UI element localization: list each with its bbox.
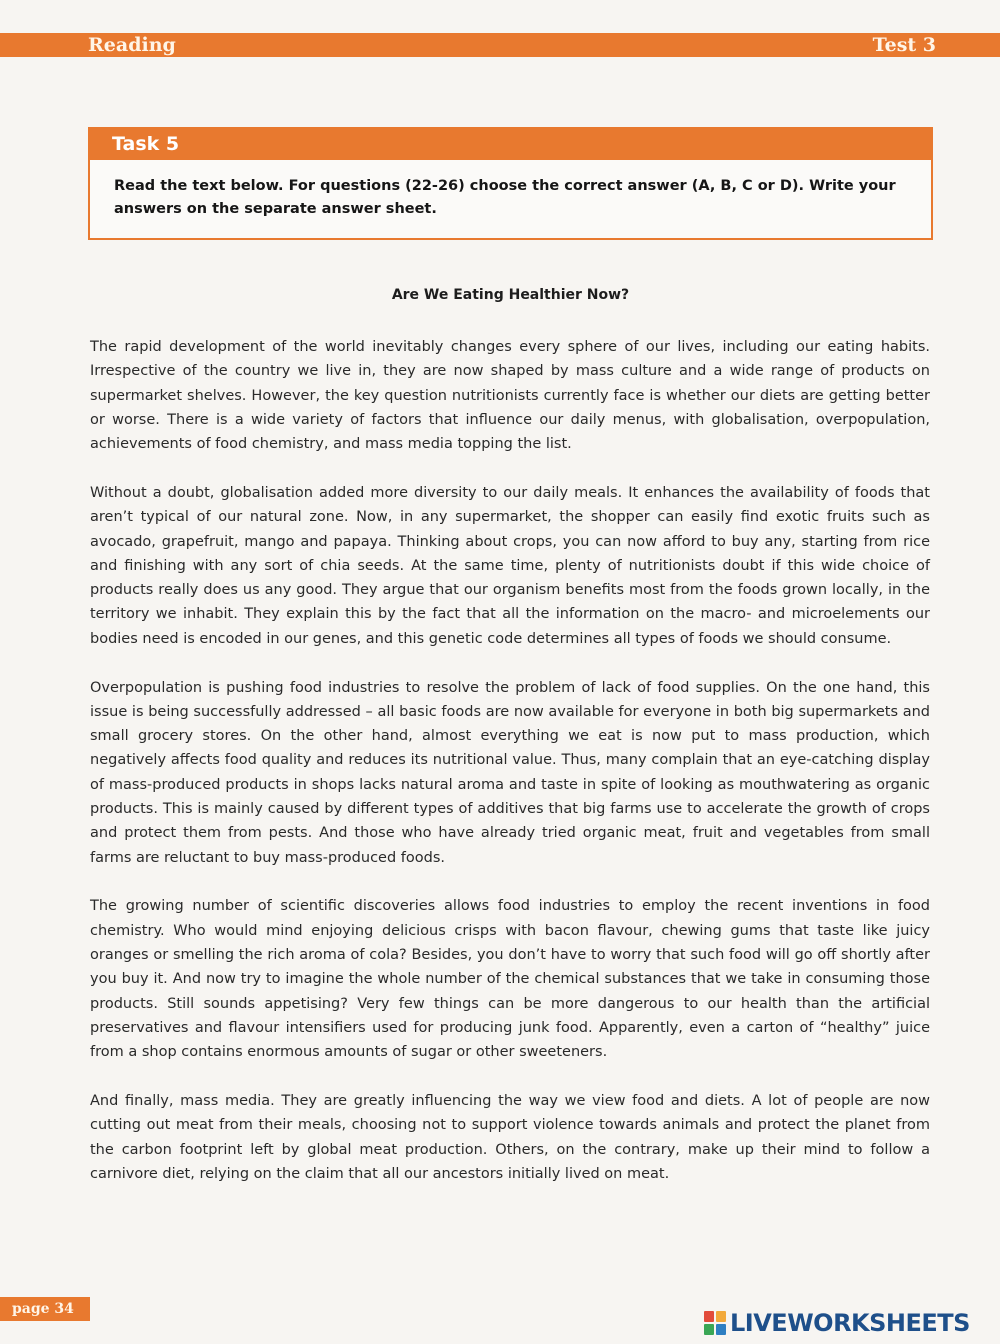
logo-square bbox=[716, 1324, 726, 1335]
brand-name: LIVEWORKSHEETS bbox=[730, 1309, 970, 1337]
liveworksheets-brand[interactable] bbox=[704, 1308, 970, 1338]
article-title: Are We Eating Healthier Now? bbox=[391, 287, 630, 303]
logo-square bbox=[716, 1311, 726, 1322]
task-title: Task 5 bbox=[90, 129, 931, 160]
task-instruction: Read the text below. For questions (22-26) choose the correct answer (A, B, C or D). Write your answers on the separate answer sheet. bbox=[114, 178, 896, 217]
logo-square bbox=[704, 1311, 714, 1322]
article-paragraph: Overpopulation is pushing food industries to resolve the problem of lack of food supplies. On the one hand, this issue is being successfully addressed – all basic foods are now available for everyone in both big supermarkets and small grocery stores. On the other hand, almost everything we eat is now put to mass production, which negatively affects food quality and reduces its nutritional value. Thus, many complain that an eye-catching display of mass-produced products in shops lacks natural aroma and taste in spite of looking as mouthwatering as organic products. This is mainly caused by different types of additives that big farms use to accelerate the growth of crops and protect them from pests. And those who have already tried organic meat, fruit and vegetables from small farms are reluctant to buy mass-produced foods. bbox=[90, 679, 930, 866]
article-paragraph: The growing number of scientific discoveries allows food industries to employ the recent inventions in food chemistry. Who would mind enjoying delicious crisps with bacon flavour, chewing gums that taste like juicy oranges or smelling the rich aroma of cola? Besides, you don’t have to worry that such food will go off shortly after you buy it. And now try to imagine the whole number of the chemical substances that we take in consuming those products. Still sounds appetising? Very few things can be more dangerous to our health than the artificial preservatives and flavour intensifiers used for producing junk food. Apparently, even a carton of “healthy” juice from a shop contains enormous amounts of sugar or other sweeteners. bbox=[90, 898, 930, 1061]
article-paragraph: And finally, mass media. They are greatly influencing the way we view food and diets. A lot of people are now cutting out meat from their meals, choosing not to support violence towards animals and protect the planet from the carbon footprint left by global meat production. Others, on the contrary, make up their mind to follow a carnivore diet, relying on the claim that all our ancestors initially lived on meat. bbox=[90, 1093, 930, 1182]
section-label: Reading bbox=[88, 34, 176, 56]
liveworksheets-logo-icon bbox=[704, 1311, 726, 1335]
section-header-band bbox=[0, 33, 1000, 57]
article-body bbox=[90, 335, 930, 1211]
logo-square bbox=[704, 1324, 714, 1335]
test-label: Test 3 bbox=[872, 34, 936, 56]
article-paragraph: The rapid development of the world inevitably changes every sphere of our lives, including our eating habits. Irrespective of the country we live in, they are now shaped by mass culture and a wide range of products on supermarket shelves. However, the key question nutritionists currently face is whether our diets are getting better or worse. There is a wide variety of factors that influence our daily menus, with globalisation, overpopulation, achievements of food chemistry, and mass media topping the list. bbox=[90, 339, 930, 453]
page-number: page 34 bbox=[0, 1297, 90, 1321]
task-box bbox=[88, 127, 933, 240]
article-paragraph: Without a doubt, globalisation added more diversity to our daily meals. It enhances the availability of foods that aren’t typical of our natural zone. Now, in any supermarket, the shopper can easily find exotic fruits such as avocado, grapefruit, mango and papaya. Thinking about crops, you can now afford to buy any, starting from rice and finishing with any sort of chia seeds. At the same time, plenty of nutritionists doubt if this wide choice of products really does us any good. They argue that our organism benefits most from the foods grown locally, in the territory we inhabit. They explain this by the fact that all the information on the macro- and microelements our bodies need is encoded in our genes, and this genetic code determines all types of foods we should consume. bbox=[90, 484, 930, 647]
